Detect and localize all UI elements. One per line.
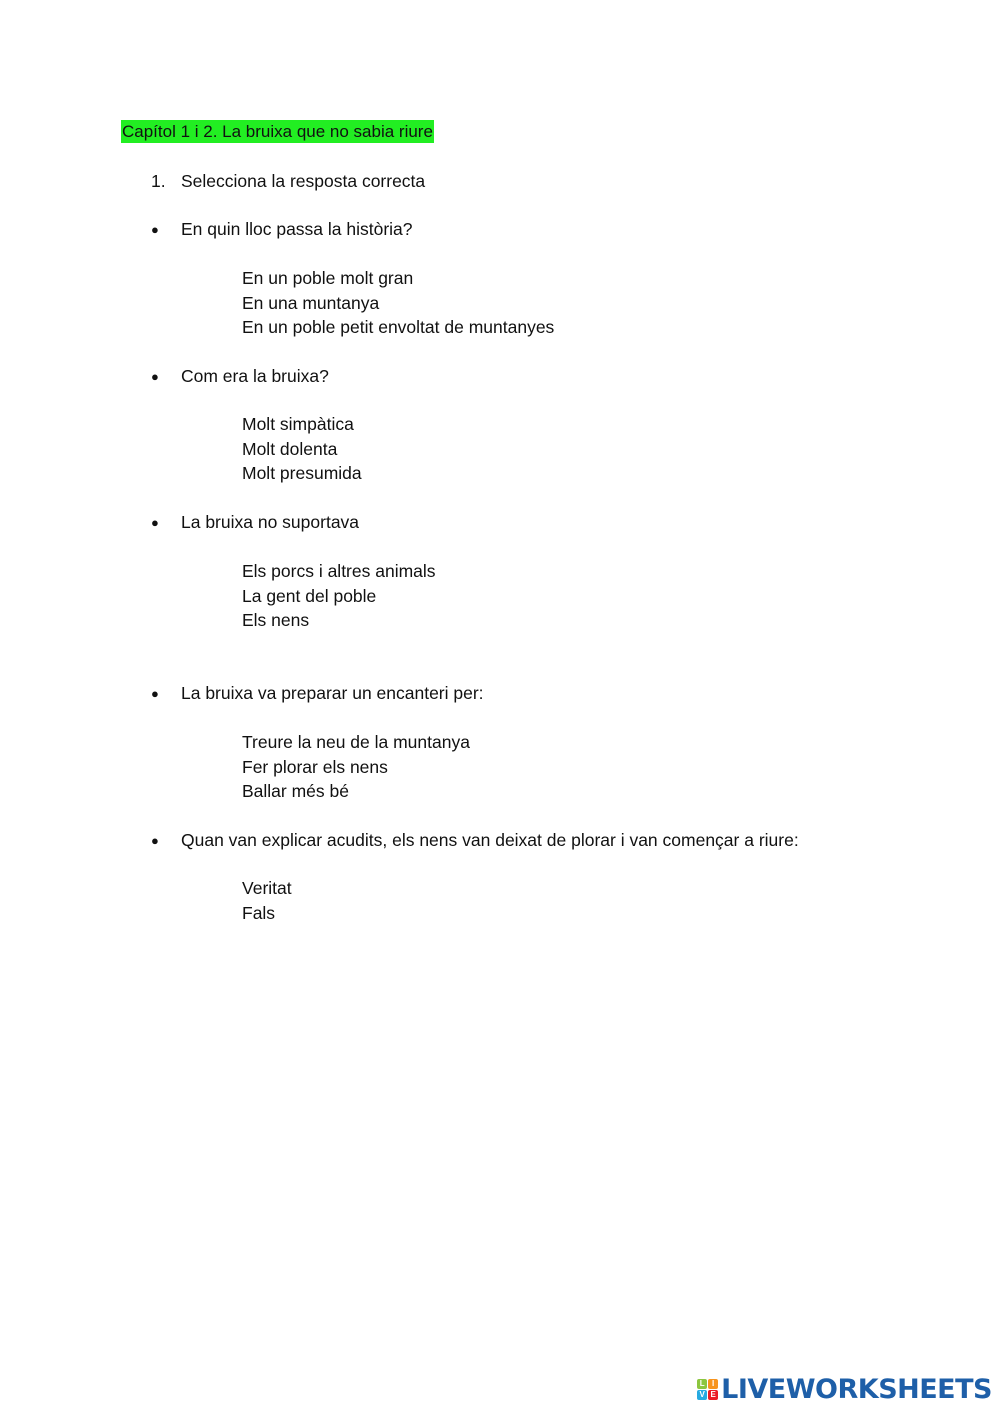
answer-option[interactable]: Treure la neu de la muntanya [242,732,470,752]
answer-option[interactable]: Els porcs i altres animals [242,561,436,581]
answer-option[interactable]: En un poble molt gran [242,268,414,288]
answer-option[interactable]: Molt dolenta [242,438,338,459]
answer-option[interactable]: Els nens [242,610,310,630]
bullet-icon: ● [151,833,159,848]
bullet-icon: ● [151,222,159,237]
instruction-text: Selecciona la resposta correcta [181,171,426,191]
answer-options [242,559,436,633]
answer-option[interactable]: La gent del poble [242,585,377,606]
answer-option[interactable]: En un poble petit envoltat de muntanyes [242,317,555,337]
question-text: En quin lloc passa la història? [181,219,413,239]
question [151,364,329,389]
bullet-icon: ● [151,515,159,530]
logo-mark-letter: I [708,1379,718,1389]
answer-option[interactable]: En una muntanya [242,292,380,313]
instruction-number: 1. [151,171,166,191]
answer-options [242,876,292,925]
logo-text: LIVEWORKSHEETS [721,1374,992,1405]
page-title: Capítol 1 i 2. La bruixa que no sabia riure [122,122,433,141]
logo-mark-letter: L [697,1379,707,1389]
logo-mark-letter: V [697,1390,707,1400]
question [151,510,359,535]
question-text: La bruixa va preparar un encanteri per: [181,683,484,703]
question-text: Com era la bruixa? [181,366,329,386]
answer-option[interactable]: Veritat [242,878,292,898]
answer-options [242,266,554,340]
question-text: Quan van explicar acudits, els nens van deixat de plorar i van començar a riure: [181,830,799,850]
question [151,217,413,242]
answer-options [242,412,362,486]
bullet-icon: ● [151,369,159,384]
answer-options [242,730,470,804]
answer-option[interactable]: Molt simpàtica [242,414,354,434]
question [151,828,799,853]
question [151,681,484,706]
bullet-icon: ● [151,686,159,701]
logo-mark-icon [697,1379,718,1400]
answer-option[interactable]: Fals [242,902,276,923]
question-text: La bruixa no suportava [181,512,360,532]
logo-mark-letter: E [708,1390,718,1400]
answer-option[interactable]: Ballar més bé [242,781,349,801]
answer-option[interactable]: Molt presumida [242,463,362,483]
instruction [151,169,425,193]
liveworksheets-logo [697,1374,992,1405]
answer-option[interactable]: Fer plorar els nens [242,756,388,777]
